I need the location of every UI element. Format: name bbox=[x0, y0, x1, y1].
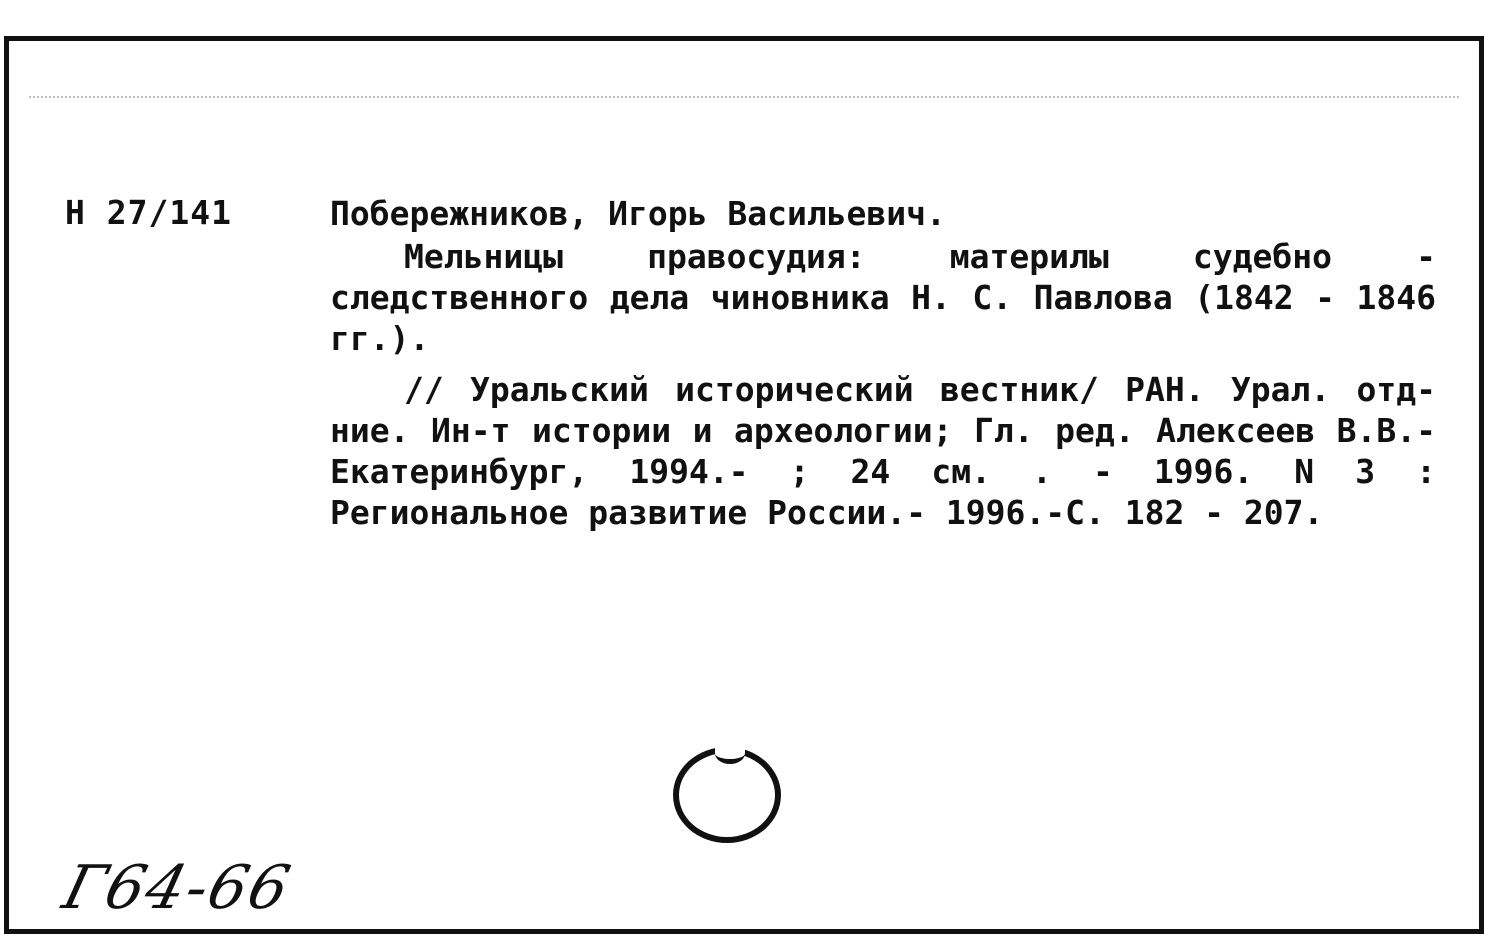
bibliographic-entry bbox=[330, 193, 1436, 533]
source-paragraph: // Уральский исторический вестник/ РАН. Урал. отд-ние. Ин-т истории и археологии; Гл. ред. Алексеев В.В.- Екатеринбург, 1994.- ; 24 см. . - 1996. N 3 : Региональное развитие России.- 1996.-С. 182 - 207. bbox=[330, 370, 1436, 532]
handwritten-note: Г64-66 bbox=[56, 853, 299, 923]
shelf-mark: Н 27/141 bbox=[65, 193, 232, 232]
punched-hole bbox=[673, 747, 781, 843]
title-paragraph: Мельницы правосудия: материлы судебно - следственного дела чиновника Н. С. Павлова (1842 - 1846 гг.). bbox=[330, 237, 1436, 358]
faint-dotted-line bbox=[29, 96, 1459, 102]
catalog-card bbox=[4, 36, 1484, 934]
author-heading: Побережников, Игорь Васильевич. bbox=[330, 194, 946, 233]
